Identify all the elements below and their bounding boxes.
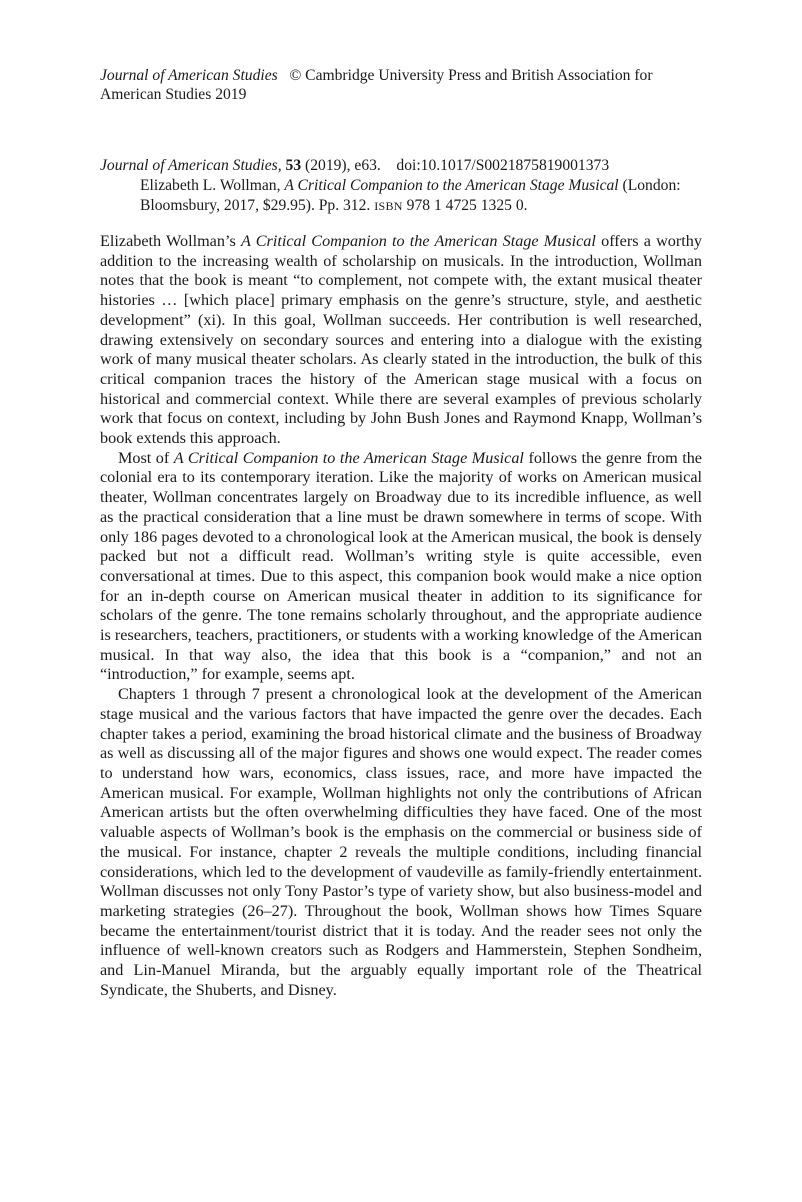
review-citation	[100, 156, 702, 216]
paragraph-text: Chapters 1 through 7 present a chronological look at the development of the American stage musical and the various factors that have impacted the genre over the decades. Each chapter takes a period, examining the broad historical climate and the business of Broadway as well as discussing all of the major figures and shows one would expect. The reader comes to understand how wars, economics, class issues, race, and more have impacted the American musical. For example, Wollman highlights not only the contributions of African American artists but the often overwhelming difficulties they have faced. One of the most valuable aspects of Wollman’s book is the emphasis on the commercial or business side of the musical. For instance, chapter 2 reveals the multiple conditions, including financial considerations, which led to the development of vaudeville as family-friendly entertainment. Wollman discusses not only Tony Pastor’s type of variety show, but also business-model and marketing strategies (26–27). Throughout the book, Wollman shows how Times Square became the entertainment/tourist district that it is today. And the reader sees not only the influence of well-known creators such as Rodgers and Hammerstein, Stephen Sondheim, and Lin-Manuel Miranda, but the arguably equally important role of the Theatrical Syndicate, the Shuberts, and Disney.	[100, 685, 702, 999]
body-paragraph	[100, 685, 702, 1000]
body-paragraph	[100, 232, 702, 449]
journal-running-header	[100, 66, 702, 104]
isbn-number: 978 1 4725 1325 0.	[406, 197, 528, 214]
citation-journal-name: Journal of American Studies,	[100, 157, 282, 174]
journal-name: Journal of American Studies	[100, 67, 278, 84]
copyright-notice: © Cambridge University Press and British Association for American Studies 2019	[100, 67, 653, 103]
paragraph-text: offers a worthy addition to the increasing wealth of scholarship on musicals. In the introduction, Wollman notes that the book is meant “to complement, not compete with, the extant musical theater histories … [which place] primary emphasis on the genre’s structure, style, and aesthetic development” (xi). In this goal, Wollman succeeds. Her contribution is well researched, drawing extensively on secondary sources and entering into a dialogue with the existing work of many musical theater scholars. As clearly stated in the introduction, the bulk of this critical companion traces the history of the American stage musical with a focus on historical and commercial context. While there are several examples of previous scholarly work that focus on context, including by John Bush Jones and Raymond Knapp, Wollman’s book extends this approach.	[100, 232, 702, 448]
book-title-reference: A Critical Companion to the American Stage Musical	[173, 448, 524, 467]
isbn-label: ISBN	[374, 199, 403, 213]
review-body	[100, 232, 702, 1000]
citation-volume: 53	[285, 157, 302, 174]
body-paragraph	[100, 449, 702, 685]
citation-year-issue: (2019), e63.	[305, 157, 381, 174]
book-title: A Critical Companion to the American Stage Musical	[284, 177, 619, 194]
journal-citation-line	[100, 156, 702, 176]
paragraph-text: Most of	[118, 448, 174, 467]
citation-doi: doi:10.1017/S0021875819001373	[396, 157, 610, 174]
document-page	[100, 66, 702, 1000]
paragraph-text: follows the genre from the colonial era to its contemporary iteration. Like the majority of works on American musical theater, Wollman concentrates largely on Broadway due to its incredible influence, as well as the practical consideration that a line must be drawn somewhere in terms of scope. With only 186 pages devoted to a chronological look at the American musical, the book is densely packed but not a difficult read. Wollman’s writing style is quite accessible, even conversational at times. Due to this aspect, this companion book would make a nice option for an in-depth course on American musical theater in addition to its significance for scholars of the genre. The tone remains scholarly throughout, and the appropriate audience is researchers, teachers, practitioners, or students with a working knowledge of the American musical. In that way also, the idea that this book is a “companion,” and not an “introduction,” for example, seems apt.	[100, 448, 702, 684]
paragraph-text: Elizabeth Wollman’s	[100, 232, 241, 250]
book-author: Elizabeth L. Wollman,	[140, 177, 281, 194]
book-title-reference: A Critical Companion to the American Stage Musical	[240, 232, 596, 250]
reviewed-book-entry	[140, 176, 702, 216]
book-publication-details: (London: Bloomsbury, 2017, $29.95). Pp. 312.	[140, 177, 681, 214]
